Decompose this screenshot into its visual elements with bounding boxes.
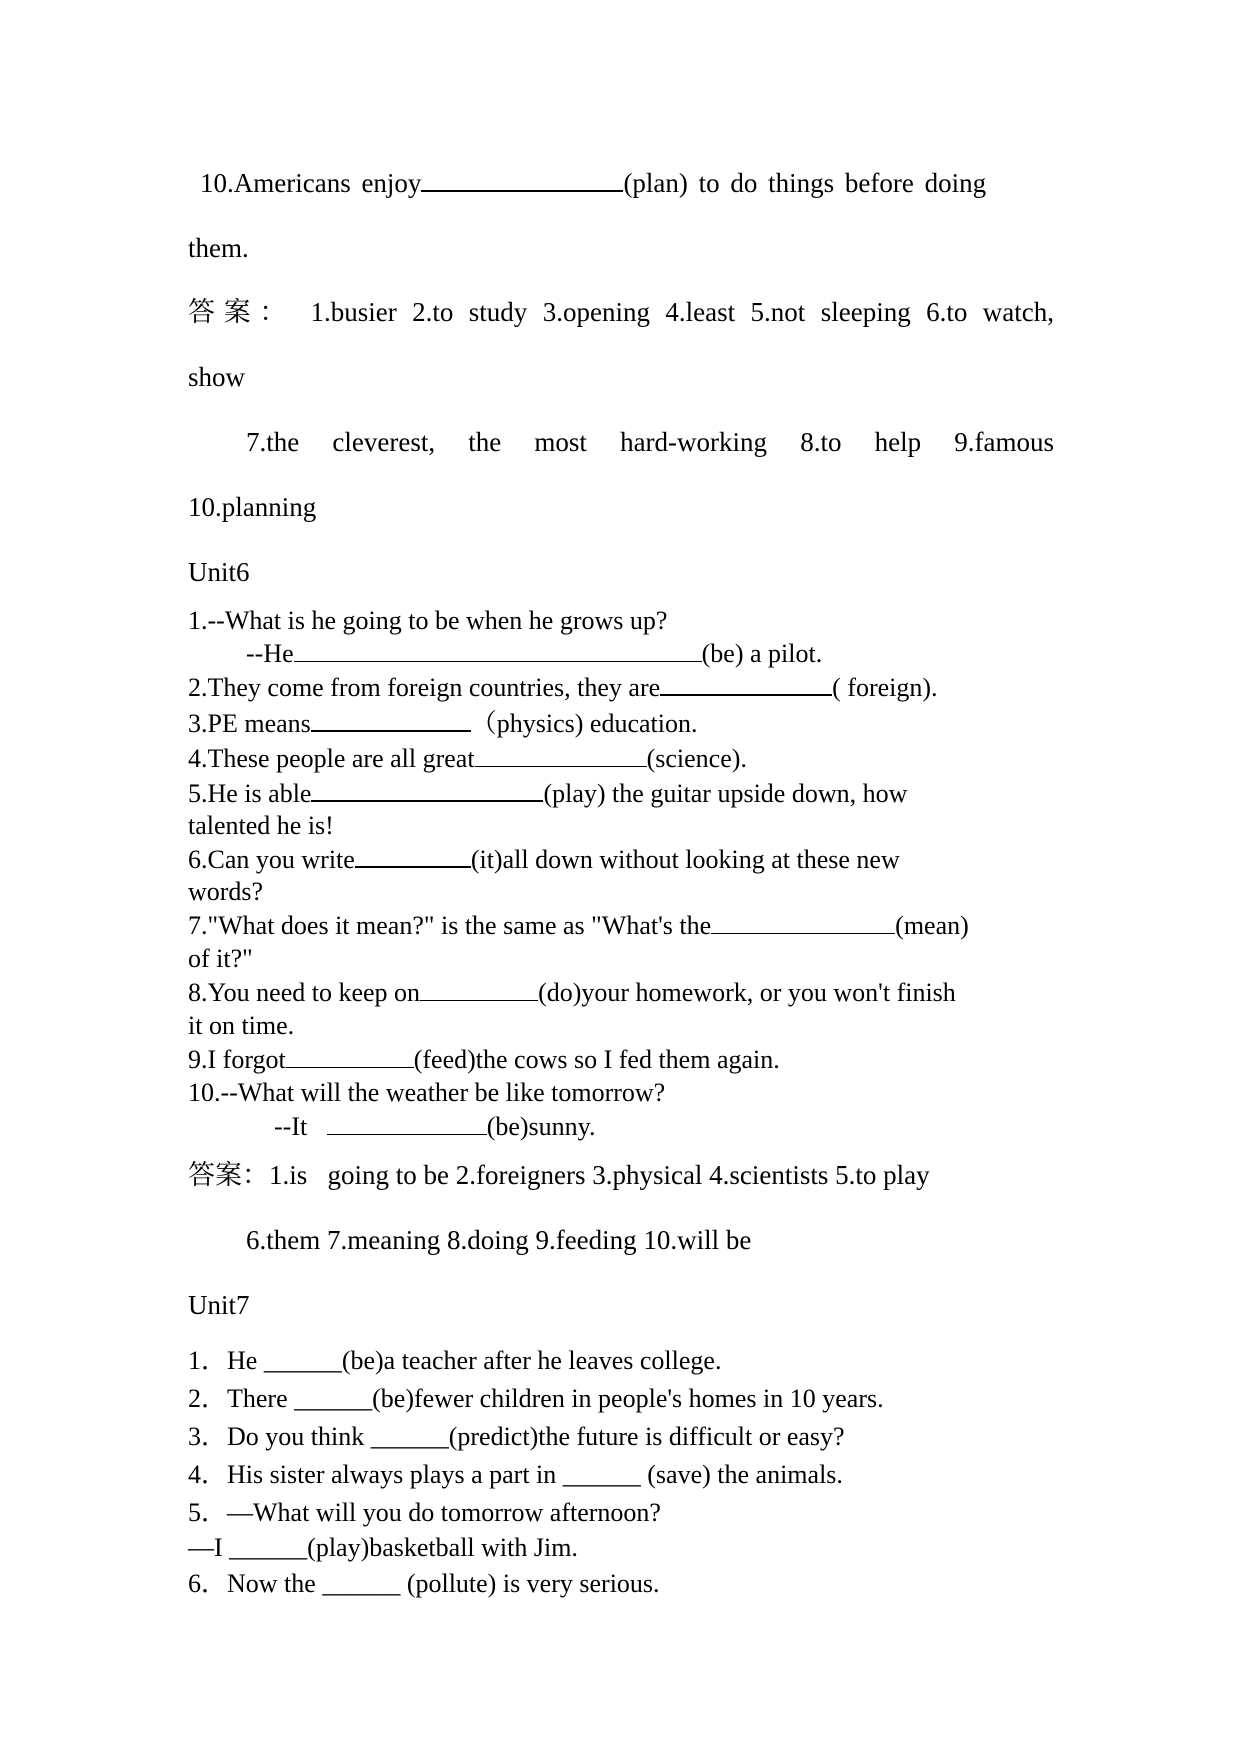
answer-line: show — [188, 362, 246, 392]
question-text: 3.PE means — [188, 709, 311, 738]
answer-line — [188, 1160, 1054, 1190]
question-10-line — [200, 168, 1054, 198]
question-4 — [188, 744, 1054, 774]
question-text: 7."What does it mean?" is the same as "What's the — [188, 911, 712, 940]
answer-line: 7.the cleverest, the most hard-working 8.to help 9.famous — [246, 427, 1054, 457]
question-text: 10.Americans enjoy — [200, 168, 422, 198]
question-text: (it)all down without looking at these new — [470, 845, 900, 874]
answer-blank[interactable] — [421, 168, 623, 192]
question-text: (feed)the cows so I fed them again. — [413, 1045, 780, 1074]
question-5a: 5．—What will you do tomorrow afternoon? — [188, 1498, 661, 1527]
question-7 — [188, 911, 1054, 941]
answer-blank[interactable] — [286, 1045, 414, 1068]
question-7-cont: of it?" — [188, 944, 253, 973]
answer-line — [188, 297, 1054, 327]
question-text: --He — [246, 639, 294, 668]
answer-blank[interactable] — [660, 672, 832, 696]
answer-blank[interactable] — [711, 911, 895, 934]
question-6: 6．Now the ______ (pollute) is very serious. — [188, 1569, 660, 1598]
answer-blank[interactable] — [420, 978, 538, 1001]
answer-blank[interactable] — [294, 639, 702, 662]
question-text: --It — [274, 1112, 308, 1141]
question-10b — [274, 1112, 1140, 1142]
question-10a: 10.--What will the weather be like tomorrow? — [188, 1078, 666, 1107]
answer-blank[interactable] — [475, 744, 647, 767]
question-text: (do)your homework, or you won't finish — [538, 978, 956, 1007]
question-text: (play) the guitar upside down, how — [543, 779, 908, 808]
question-text: (plan) to do things before doing — [623, 168, 987, 198]
question-text: 8.You need to keep on — [188, 978, 421, 1007]
answer-blank[interactable] — [327, 1112, 487, 1135]
answer-text: 1.busier 2.to study 3.opening 4.least 5.not sleeping 6.to watch, — [310, 297, 1055, 327]
answer-label: 答案： — [188, 297, 296, 327]
question-3 — [188, 708, 1054, 739]
unit-title: Unit6 — [188, 557, 250, 587]
question-text: 9.I forgot — [188, 1045, 286, 1074]
answer-line: 6.them 7.meaning 8.doing 9.feeding 10.will be — [246, 1225, 752, 1255]
question-text: (mean) — [895, 911, 969, 940]
question-5 — [188, 778, 1054, 809]
question-text: （physics) education. — [470, 709, 698, 738]
question-1a: 1.--What is he going to be when he grows up? — [188, 606, 668, 635]
question-10-cont: them. — [188, 233, 249, 263]
question-4: 4．His sister always plays a part in ______ (save) the animals. — [188, 1460, 843, 1489]
question-text: (be)sunny. — [486, 1112, 596, 1141]
answer-blank[interactable] — [311, 778, 543, 802]
question-text: 5.He is able — [188, 779, 312, 808]
question-8 — [188, 978, 1054, 1008]
question-text: (science). — [646, 744, 747, 773]
answer-label: 答案： — [188, 1160, 269, 1190]
question-3: 3．Do you think ______(predict)the future is difficult or easy? — [188, 1422, 845, 1451]
question-text: (be) a pilot. — [701, 639, 823, 668]
question-2 — [188, 672, 1054, 703]
answer-text: 1.is going to be 2.foreigners 3.physical 4.scientists 5.to play — [269, 1160, 930, 1190]
question-1b — [246, 639, 1112, 669]
question-text: 2.They come from foreign countries, they are — [188, 673, 661, 702]
question-8-cont: it on time. — [188, 1011, 295, 1040]
question-6-cont: words? — [188, 877, 264, 906]
question-1: 1．He ______(be)a teacher after he leaves college. — [188, 1346, 722, 1375]
question-6 — [188, 844, 1054, 875]
unit-title: Unit7 — [188, 1290, 250, 1320]
question-5b: —I ______(play)basketball with Jim. — [188, 1533, 578, 1562]
answer-line: 10.planning — [188, 492, 317, 522]
question-text: 4.These people are all great — [188, 744, 475, 773]
question-5-cont: talented he is! — [188, 811, 334, 840]
question-2: 2．There ______(be)fewer children in people's homes in 10 years. — [188, 1384, 884, 1413]
question-text: ( foreign). — [832, 673, 938, 702]
question-9 — [188, 1045, 1054, 1075]
answer-blank[interactable] — [355, 844, 471, 868]
answer-blank[interactable] — [311, 708, 471, 732]
question-text: 6.Can you write — [188, 845, 355, 874]
